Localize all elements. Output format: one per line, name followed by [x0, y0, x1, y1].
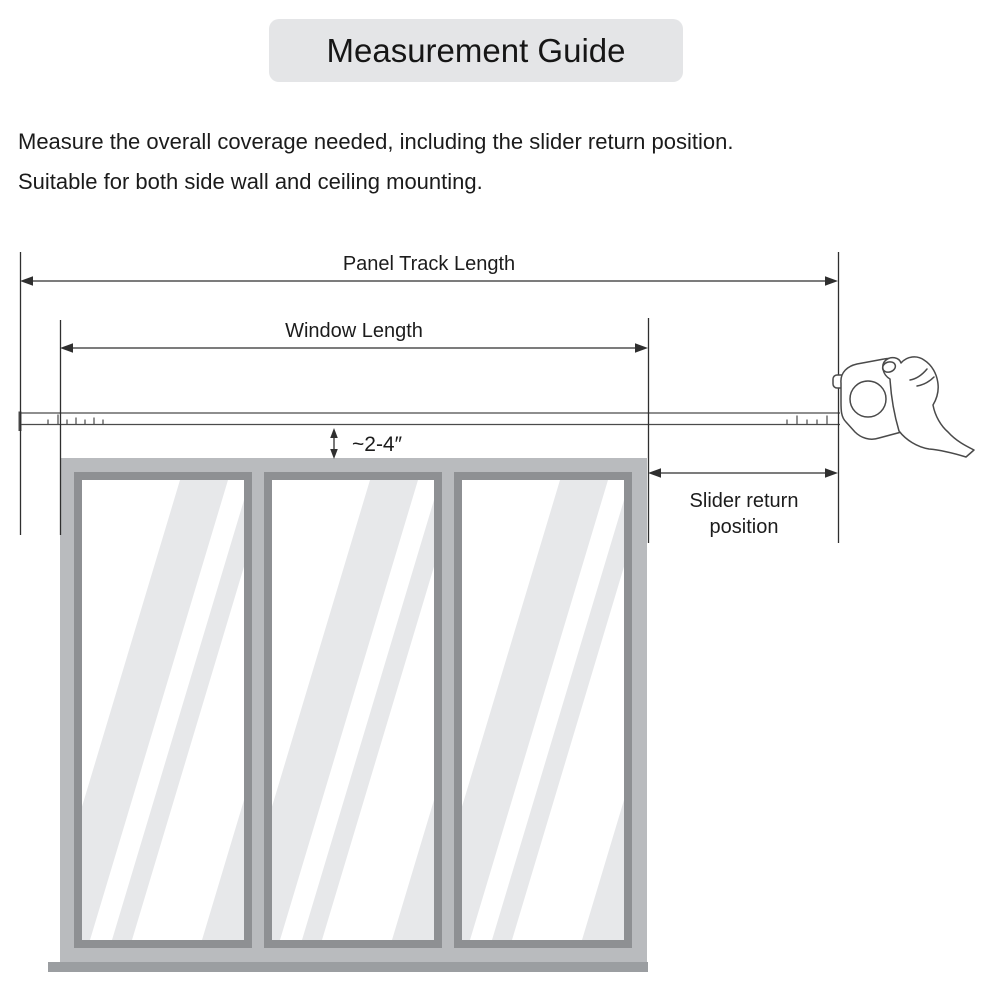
arrowhead-down-icon: [330, 449, 338, 459]
arrowhead-left-icon: [60, 343, 73, 353]
window-length-dimension: [60, 343, 648, 353]
arrowhead-right-icon: [825, 468, 838, 478]
arrowhead-right-icon: [825, 276, 838, 286]
hand-icon: [883, 357, 974, 457]
mount-gap-label: ~2-4″: [352, 433, 403, 456]
slider-return-dimension: [648, 468, 838, 478]
tape-measure-icon: [833, 357, 974, 457]
tape-band: [19, 412, 841, 432]
panel-track-label: Panel Track Length: [342, 253, 516, 275]
slider-return-label-line1: Slider return: [689, 490, 799, 512]
tape-reel: [850, 381, 886, 417]
arrowhead-up-icon: [330, 428, 338, 438]
window-sill: [48, 962, 648, 972]
gap-dimension: [330, 428, 338, 459]
window-illustration: [42, 458, 768, 972]
arrowhead-left-icon: [20, 276, 33, 286]
intro-line-1: Measure the overall coverage needed, including the slider return position.: [18, 129, 734, 154]
window-length-label: Window Length: [285, 320, 423, 342]
intro-line-2: Suitable for both side wall and ceiling mounting.: [18, 169, 483, 194]
arrowhead-left-icon: [648, 468, 661, 478]
slider-return-label-line2: position: [709, 516, 779, 538]
tape-ticks-left: [48, 415, 103, 425]
page-title: Measurement Guide: [269, 19, 683, 82]
glass-pane-3: [422, 480, 768, 940]
tape-ticks-right: [787, 416, 827, 425]
panel-track-dimension: [20, 276, 838, 286]
arrowhead-right-icon: [635, 343, 648, 353]
